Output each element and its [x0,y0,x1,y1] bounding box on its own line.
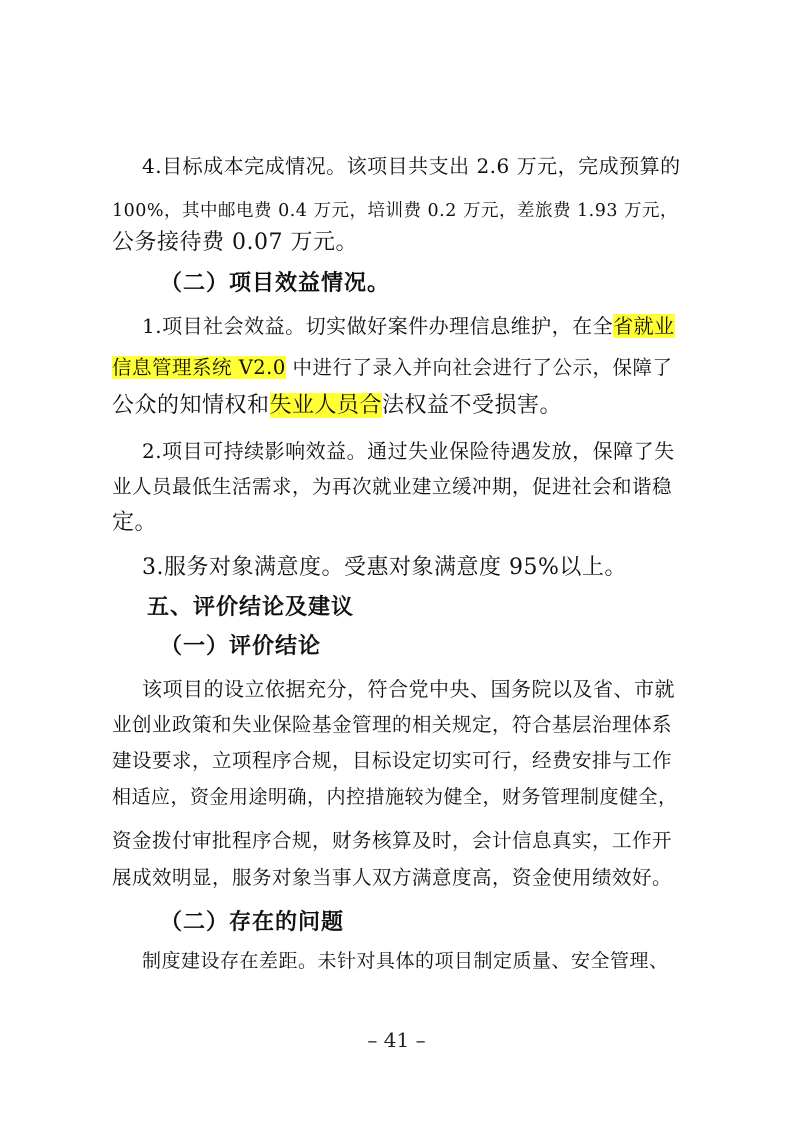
section-heading: （一）评价结论 [160,634,322,659]
paragraph-line: 公务接待费 0.07 万元。 [112,230,358,255]
page-number: – 41 – [367,1028,426,1052]
section-heading: 五、评价结论及建议 [147,595,355,620]
paragraph-line: 资金拨付审批程序合规，财务核算及时，会计信息真实，工作开 [112,829,673,852]
paragraph-line: 100%，其中邮电费 0.4 万元，培训费 0.2 万元，差旅费 1.93 万元， [112,201,679,221]
section-heading: （二）项目效益情况。 [160,271,391,296]
paragraph-line: 公众的知情权和失业人员合法权益不受损害。 [112,393,563,418]
paragraph-line: 1.项目社会效益。切实做好案件办理信息维护，在全省就业 [142,314,675,338]
paragraph-line: 4.目标成本完成情况。该项目共支出 2.6 万元，完成预算的 [142,154,681,178]
paragraph-line: 该项目的设立依据充分，符合党中央、国务院以及省、市就 [142,677,675,701]
highlight: 省就业 [613,314,675,338]
paragraph-line: 3.服务对象满意度。受惠对象满意度 95%以上。 [142,555,627,580]
paragraph-line: 2.项目可持续影响效益。通过失业保险待遇发放，保障了失 [142,439,675,463]
paragraph-line: 定。 [112,510,158,535]
paragraph-line: 制度建设存在差距。未针对具体的项目制定质量、安全管理、 [142,950,669,972]
highlight: 信息管理系统 V2.0 [112,356,286,379]
paragraph-line: 展成效明显，服务对象当事人双方满意度高，资金使用绩效好。 [112,866,673,889]
section-heading: （二）存在的问题 [160,910,345,935]
paragraph-line: 建设要求，立项程序合规，目标设定切实可行，经费安排与工作 [112,749,673,772]
paragraph-line: 信息管理系统 V2.0 中进行了录入并向社会进行了公示，保障了 [112,356,673,379]
paragraph-line: 相适应，资金用途明确，内控措施较为健全，财务管理制度健全， [112,786,678,808]
paragraph-line: 业人员最低生活需求，为再次就业建立缓冲期，促进社会和谐稳 [112,475,673,498]
highlight: 失业人员合 [269,393,383,418]
paragraph-line: 业创业政策和失业保险基金管理的相关规定，符合基层治理体系 [112,713,673,736]
